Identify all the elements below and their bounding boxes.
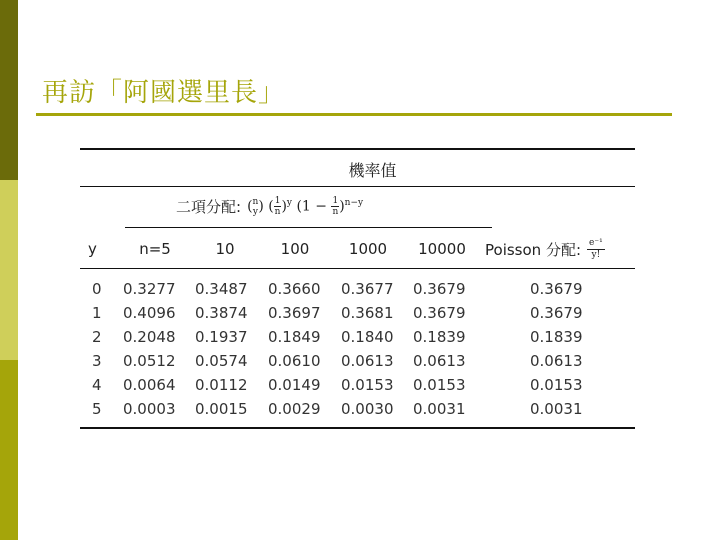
slide-title: 再訪「阿國選里長」 bbox=[42, 78, 286, 108]
binomial-formula: ( n y ) ( $\frac{1}{n}$ )$^y$ (1 − $\frac{1}{n}$ )$^{n-y}$ bbox=[247, 196, 364, 217]
table-header bbox=[80, 158, 635, 181]
binom-p-frac bbox=[274, 196, 282, 217]
binomial-label: 二項分配: bbox=[176, 198, 242, 216]
binom-p-num: 1 bbox=[274, 196, 281, 206]
cell-y: 1 bbox=[92, 304, 102, 322]
cell-y: 5 bbox=[92, 400, 102, 418]
binom-q-den: n bbox=[332, 207, 339, 217]
probability-table bbox=[80, 148, 635, 430]
cell-binomial: 0.0112 bbox=[195, 376, 248, 394]
cell-binomial: 0.1849 bbox=[268, 328, 321, 346]
title-underline bbox=[36, 113, 672, 116]
col-header-n5: n=5 bbox=[139, 240, 171, 258]
cell-binomial: 0.3277 bbox=[123, 280, 176, 298]
cell-poisson: 0.0613 bbox=[530, 352, 583, 370]
sidebar-band-top bbox=[0, 0, 18, 180]
binom-p-den: n bbox=[274, 207, 281, 217]
cell-y: 2 bbox=[92, 328, 102, 346]
poisson-num: e⁻¹ bbox=[589, 238, 603, 248]
cell-binomial: 0.3874 bbox=[195, 304, 248, 322]
col-header-n10: 10 bbox=[215, 240, 235, 258]
cell-binomial: 0.0613 bbox=[413, 352, 466, 370]
header-rule bbox=[80, 186, 635, 187]
col-header-n1000: 1000 bbox=[348, 240, 388, 258]
cell-binomial: 0.0153 bbox=[341, 376, 394, 394]
cell-poisson: 0.0031 bbox=[530, 400, 583, 418]
col-header-n100: 100 bbox=[280, 240, 310, 258]
cell-binomial: 0.0610 bbox=[268, 352, 321, 370]
binom-q-num: 1 bbox=[332, 196, 339, 206]
slide-sidebar-decoration bbox=[0, 0, 18, 540]
cell-binomial: 0.4096 bbox=[123, 304, 176, 322]
cell-binomial: 0.3679 bbox=[413, 304, 466, 322]
sidebar-band-middle bbox=[0, 180, 18, 360]
binom-exp-ny: n−y bbox=[344, 197, 364, 208]
cell-binomial: 0.1937 bbox=[195, 328, 248, 346]
cell-binomial: 0.3679 bbox=[413, 280, 466, 298]
poisson-formula bbox=[587, 238, 605, 261]
binom-one-minus: (1 − bbox=[296, 198, 328, 215]
binomial-header bbox=[176, 196, 363, 217]
cell-binomial: 0.0149 bbox=[268, 376, 321, 394]
cell-poisson: 0.1839 bbox=[530, 328, 583, 346]
poisson-den: y! bbox=[591, 250, 601, 260]
cell-binomial: 0.3487 bbox=[195, 280, 248, 298]
cell-binomial: 0.0574 bbox=[195, 352, 248, 370]
table-header-label: 機率值 bbox=[348, 161, 397, 180]
cell-binomial: 0.1839 bbox=[413, 328, 466, 346]
col-header-n10000: 10000 bbox=[418, 240, 466, 258]
cell-binomial: 0.3697 bbox=[268, 304, 321, 322]
binom-coef-n: n bbox=[252, 196, 259, 207]
poisson-label: Poisson 分配: bbox=[485, 241, 581, 259]
table-top-rule bbox=[80, 148, 635, 150]
cell-y: 4 bbox=[92, 376, 102, 394]
column-header-rule bbox=[80, 268, 635, 269]
col-header-y: y bbox=[88, 240, 97, 258]
binom-q-frac bbox=[331, 196, 339, 217]
cell-binomial: 0.1840 bbox=[341, 328, 394, 346]
binom-coef-y: y bbox=[252, 206, 258, 217]
cell-y: 0 bbox=[92, 280, 102, 298]
binom-exp-y: y bbox=[286, 197, 292, 208]
cell-binomial: 0.0512 bbox=[123, 352, 176, 370]
cell-binomial: 0.3677 bbox=[341, 280, 394, 298]
cell-binomial: 0.0031 bbox=[413, 400, 466, 418]
cell-binomial: 0.0015 bbox=[195, 400, 248, 418]
cell-binomial: 0.0003 bbox=[123, 400, 176, 418]
cell-poisson: 0.0153 bbox=[530, 376, 583, 394]
cell-y: 3 bbox=[92, 352, 102, 370]
cell-poisson: 0.3679 bbox=[530, 280, 583, 298]
sidebar-band-bottom bbox=[0, 360, 18, 540]
cell-binomial: 0.0064 bbox=[123, 376, 176, 394]
cell-binomial: 0.0153 bbox=[413, 376, 466, 394]
binom-coef bbox=[253, 197, 259, 217]
cell-binomial: 0.0613 bbox=[341, 352, 394, 370]
binomial-rule bbox=[125, 227, 492, 228]
cell-binomial: 0.3660 bbox=[268, 280, 321, 298]
cell-binomial: 0.3681 bbox=[341, 304, 394, 322]
table-bottom-rule bbox=[80, 427, 635, 429]
col-header-poisson bbox=[485, 238, 605, 261]
cell-binomial: 0.2048 bbox=[123, 328, 176, 346]
cell-poisson: 0.3679 bbox=[530, 304, 583, 322]
cell-binomial: 0.0029 bbox=[268, 400, 321, 418]
cell-binomial: 0.0030 bbox=[341, 400, 394, 418]
